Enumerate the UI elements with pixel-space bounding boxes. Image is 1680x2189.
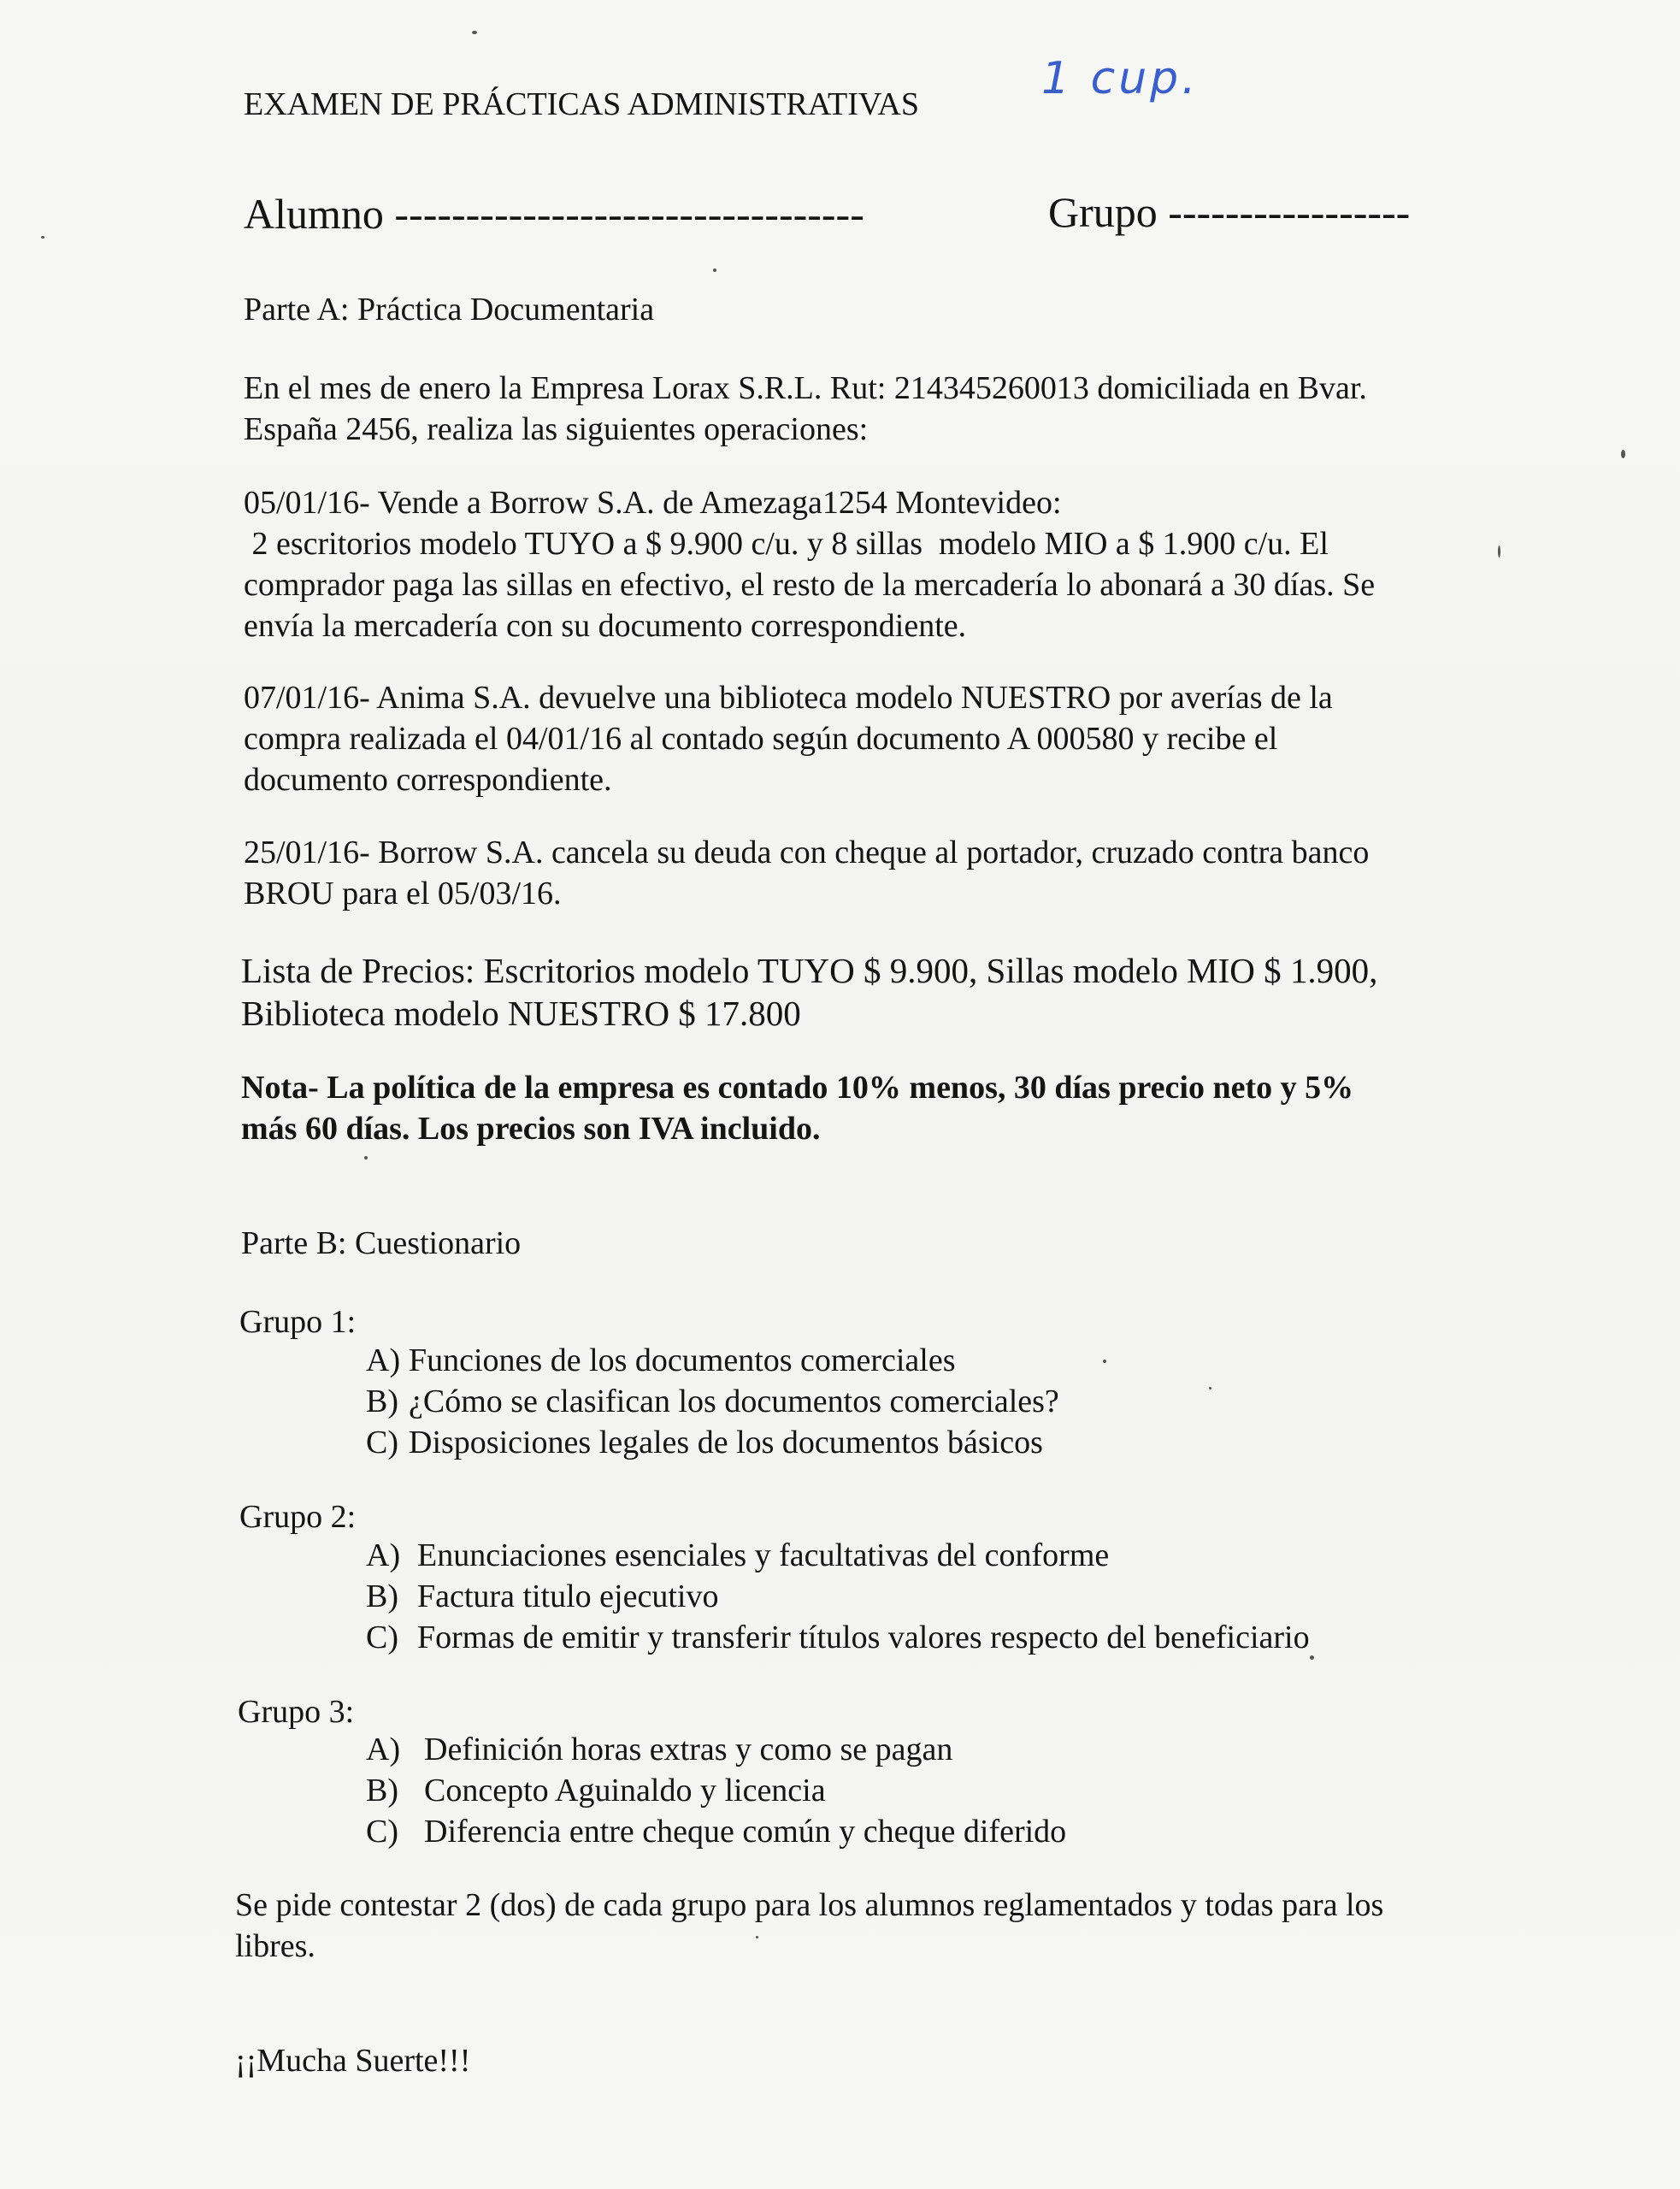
operation-line: 05/01/16- Vende a Borrow S.A. de Amezaga1254 Montevideo: [244,485,1062,521]
intro-paragraph [244,368,1367,450]
operation-line: 07/01/16- Anima S.A. devuelve una biblioteca modelo NUESTRO por averías de la [244,680,1333,716]
grupo-field-label: Grupo ----------------- [1048,188,1411,236]
instructions-line: libres. [235,1928,315,1964]
parte-a-heading: Parte A: Práctica Documentaria [244,292,655,327]
instructions-line: Se pide contestar 2 (dos) de cada grupo para los alumnos reglamentados y todas para los [235,1887,1384,1923]
list-item [366,1381,1059,1422]
operation-3 [244,832,1369,914]
scan-speck [1621,450,1625,458]
operation-line: comprador paga las sillas en efectivo, el resto de la mercadería lo abonará a 30 días. Se [244,567,1376,603]
item-marker: C) [366,1425,398,1460]
item-text: Enunciaciones esenciales y facultativas del conforme [417,1537,1110,1573]
intro-line: España 2456, realiza las siguientes operaciones: [244,411,869,447]
handwritten-note: 1 cup. [1041,53,1200,104]
item-text: Formas de emitir y transferir títulos valores respecto del beneficiario [417,1620,1310,1655]
scan-speck [472,31,477,34]
operation-line: envía la mercadería con su documento correspondiente. [244,608,967,644]
operation-line: 2 escritorios modelo TUYO a $ 9.900 c/u. y 8 sillas modelo MIO a $ 1.900 c/u. El [244,526,1329,562]
operation-2 [244,677,1333,800]
parte-b-heading: Parte B: Cuestionario [241,1225,522,1261]
grupo-2-list [366,1535,1310,1658]
item-text: Concepto Aguinaldo y licencia [424,1773,826,1808]
item-text: Funciones de los documentos comerciales [409,1342,956,1378]
item-marker: B) [366,1384,398,1419]
scan-speck [713,268,716,272]
scan-speck [41,236,44,239]
list-item [366,1729,1066,1770]
item-text: Diferencia entre cheque común y cheque diferido [424,1814,1067,1850]
operation-1 [244,482,1375,646]
scan-speck [1103,1360,1106,1363]
price-list-line: Biblioteca modelo NUESTRO $ 17.800 [241,994,801,1033]
scan-speck [1209,1387,1211,1390]
grupo-2-label: Grupo 2: [239,1499,357,1535]
list-item [366,1770,1066,1811]
list-item [366,1340,1059,1381]
nota-line: Nota- La política de la empresa es contado 10% menos, 30 días precio neto y 5% [241,1070,1354,1106]
price-list [241,949,1377,1035]
nota-line: más 60 días. Los precios son IVA incluido. [241,1111,821,1147]
list-item [366,1535,1310,1576]
operation-line: BROU para el 05/03/16. [244,876,562,912]
item-text: ¿Cómo se clasifican los documentos comerciales? [409,1384,1059,1419]
scan-speck [1498,546,1500,558]
item-marker: C) [366,1814,398,1850]
list-item [366,1811,1066,1852]
grupo-1-label: Grupo 1: [239,1304,357,1340]
list-item [366,1617,1310,1658]
operation-line: documento correspondiente. [244,762,612,798]
list-item [366,1576,1310,1617]
scan-speck [756,1936,758,1938]
item-marker: C) [366,1620,398,1655]
scan-speck [1310,1655,1314,1660]
item-marker: B) [366,1578,398,1614]
item-text: Factura titulo ejecutivo [417,1578,719,1614]
alumno-field-label: Alumno --------------------------------- [244,190,864,238]
item-text: Definición horas extras y como se pagan [424,1732,953,1767]
item-text: Disposiciones legales de los documentos básicos [409,1425,1043,1460]
operation-line: compra realizada el 04/01/16 al contado según documento A 000580 y recibe el [244,721,1278,757]
operation-line: 25/01/16- Borrow S.A. cancela su deuda con cheque al portador, cruzado contra banco [244,835,1370,870]
scan-speck [364,1156,368,1159]
grupo-3-label: Grupo 3: [238,1694,355,1730]
price-list-line: Lista de Precios: Escritorios modelo TUYO $ 9.900, Sillas modelo MIO $ 1.900, [241,951,1378,990]
grupo-3-list [366,1729,1066,1852]
exam-title: EXAMEN DE PRÁCTICAS ADMINISTRATIVAS [244,86,919,122]
instructions [235,1885,1383,1967]
item-marker: A) [366,1537,401,1573]
intro-line: En el mes de enero la Empresa Lorax S.R.L. Rut: 214345260013 domiciliada en Bvar. [244,370,1367,406]
grupo-1-list [366,1340,1059,1463]
item-marker: A) [366,1732,401,1767]
closing-message: ¡¡Mucha Suerte!!! [235,2043,471,2079]
list-item [366,1422,1059,1463]
nota-block [241,1067,1353,1149]
item-marker: A) [366,1342,401,1378]
item-marker: B) [366,1773,398,1808]
